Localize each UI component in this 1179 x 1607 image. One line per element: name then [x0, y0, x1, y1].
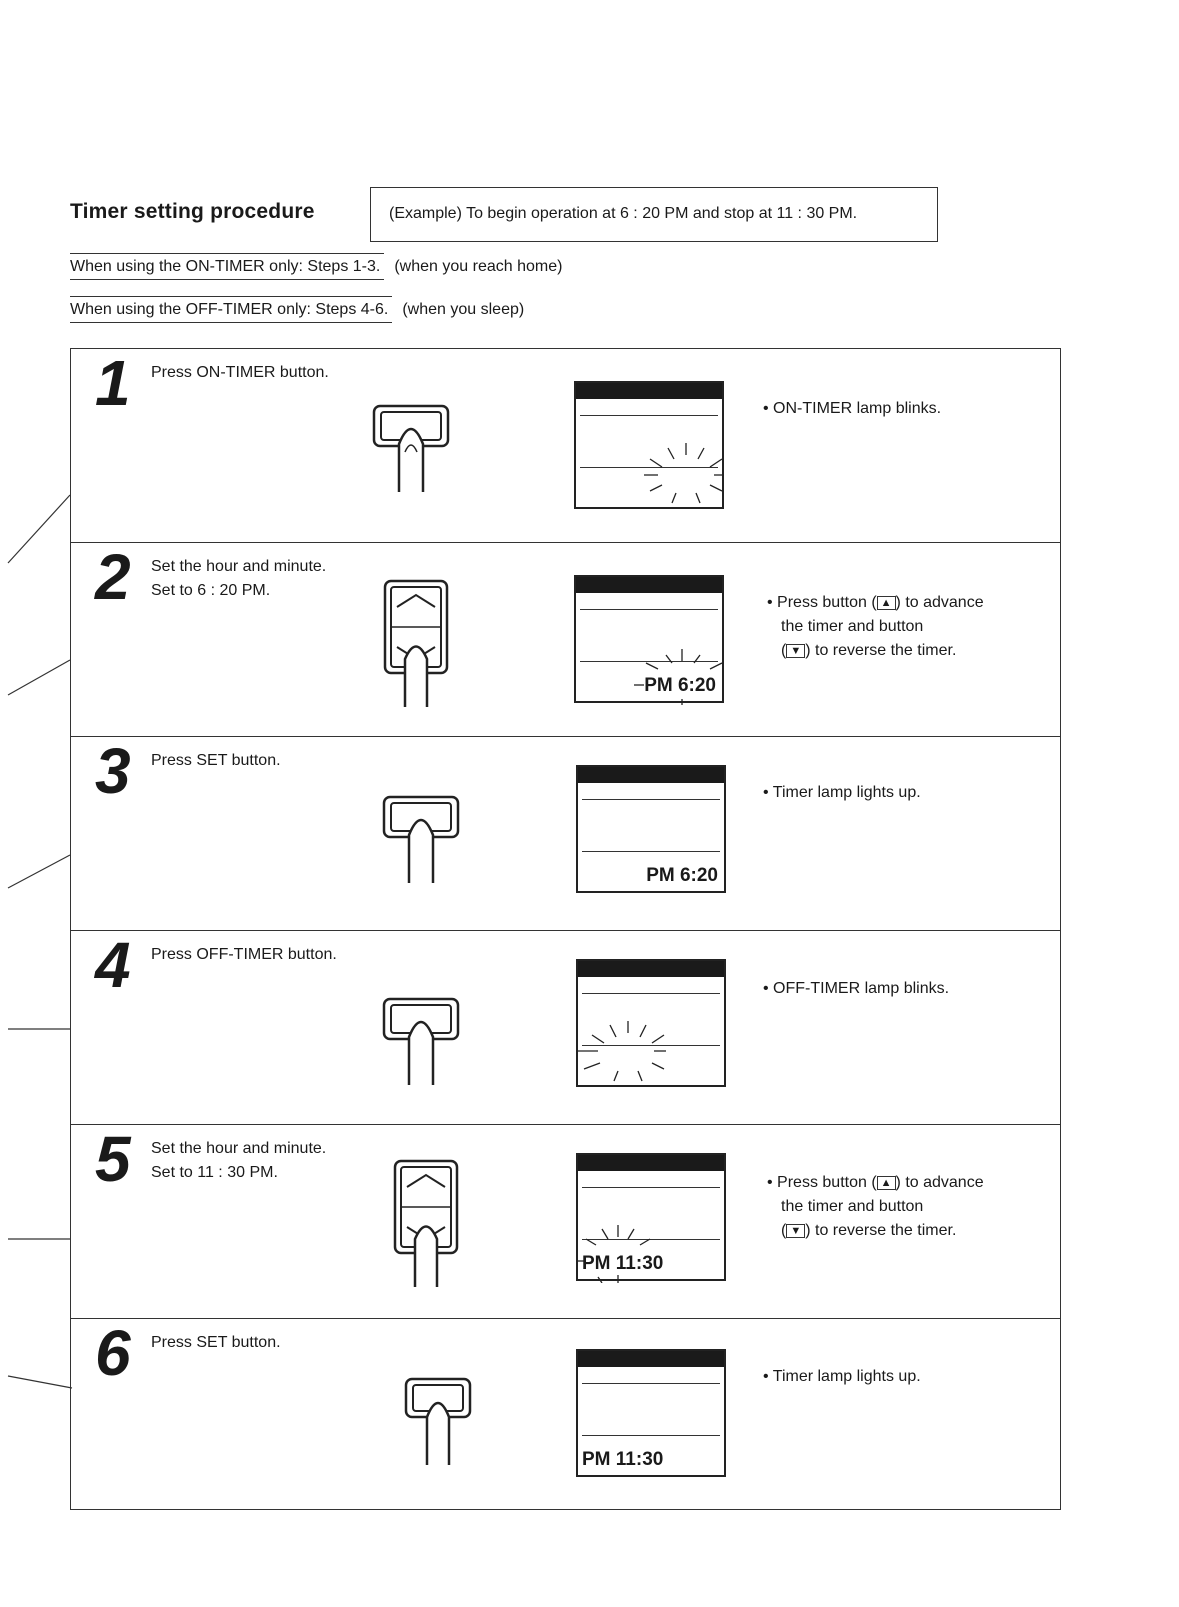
desc-text: OFF-TIMER lamp blinks. [773, 980, 950, 997]
step-row [71, 349, 1060, 543]
step-number: 2 [95, 541, 131, 613]
step-row [71, 543, 1060, 737]
desc-text: Press button ( [777, 594, 877, 611]
desc-text: ) to advance [895, 594, 984, 611]
step-description: • Press button ( ▲ ) to advance the timer and button ( ▼ ) to reverse the timer. [767, 1174, 984, 1239]
page-title: Timer setting procedure [70, 200, 315, 223]
step-instruction: Press OFF-TIMER button. [151, 946, 337, 963]
step-number: 3 [95, 735, 131, 807]
mode-on-timer [70, 258, 562, 276]
down-button-icon: ▼ [786, 1224, 805, 1238]
display-time: PM 11:30 [582, 1253, 664, 1274]
steps-table [70, 348, 1061, 1510]
step-instruction: Press SET button. [151, 1334, 281, 1351]
desc-text: ) to reverse the timer. [805, 642, 957, 659]
step-number: 1 [95, 347, 131, 419]
finger-press-button-icon [403, 1377, 473, 1467]
mode-label: When using the ON-TIMER only: Steps 1-3. [70, 253, 384, 280]
step-number: 4 [95, 929, 131, 1001]
step-instruction: Set the hour and minute. Set to 6 : 20 PM. [151, 558, 327, 599]
mode-off-timer [70, 301, 524, 319]
step-instruction: Press ON-TIMER button. [151, 364, 329, 381]
blink-icon [576, 383, 726, 511]
finger-press-button-icon [381, 795, 461, 885]
step-instruction: Set the hour and minute. Set to 11 : 30 PM. [151, 1140, 327, 1181]
step-row [71, 1319, 1060, 1509]
step-description: • ON-TIMER lamp blinks. [763, 400, 942, 417]
step-description: • Timer lamp lights up. [763, 1368, 921, 1385]
lcd-display [574, 381, 724, 509]
step-instruction: Press SET button. [151, 752, 281, 769]
step-description: • Timer lamp lights up. [763, 784, 921, 801]
lcd-display [576, 1349, 726, 1477]
up-button-icon: ▲ [877, 596, 896, 610]
step-description: • OFF-TIMER lamp blinks. [763, 980, 950, 997]
desc-text: ) to reverse the timer. [805, 1222, 957, 1239]
mode-note: (when you reach home) [394, 258, 563, 275]
desc-text: the timer and button [781, 618, 924, 635]
desc-text: the timer and button [781, 1198, 924, 1215]
lcd-display [576, 1153, 726, 1281]
step-number: 5 [95, 1123, 131, 1195]
step-number: 6 [95, 1317, 131, 1389]
desc-text: ON-TIMER lamp blinks. [773, 400, 942, 417]
display-time: PM 11:30 [582, 1449, 664, 1470]
step-row [71, 931, 1060, 1125]
display-time: PM 6:20 [644, 675, 716, 696]
desc-text: Press button ( [777, 1174, 877, 1191]
margin-lines [0, 480, 75, 1420]
finger-press-updown-button-icon [393, 1159, 463, 1289]
blink-icon [578, 961, 728, 1089]
mode-note: (when you sleep) [402, 301, 525, 318]
desc-text: ( [781, 642, 787, 659]
lcd-display [576, 959, 726, 1087]
down-button-icon: ▼ [786, 644, 805, 658]
finger-press-button-icon [381, 997, 461, 1087]
finger-press-button-icon [371, 404, 451, 494]
step-description: • Press button ( ▲ ) to advance the timer and button ( ▼ ) to reverse the timer. [767, 594, 984, 659]
desc-text: ) to advance [895, 1174, 984, 1191]
display-time: PM 6:20 [646, 865, 718, 886]
lcd-display [576, 765, 726, 893]
finger-press-updown-button-icon [383, 579, 453, 709]
desc-text: ( [781, 1222, 787, 1239]
desc-text: Timer lamp lights up. [772, 1368, 921, 1385]
step-row [71, 737, 1060, 931]
mode-label: When using the OFF-TIMER only: Steps 4-6. [70, 296, 392, 323]
desc-text: Timer lamp lights up. [772, 784, 921, 801]
example-box: (Example) To begin operation at 6 : 20 PM and stop at 11 : 30 PM. [370, 187, 938, 242]
up-button-icon: ▲ [877, 1176, 896, 1190]
lcd-display [574, 575, 724, 703]
step-row [71, 1125, 1060, 1319]
